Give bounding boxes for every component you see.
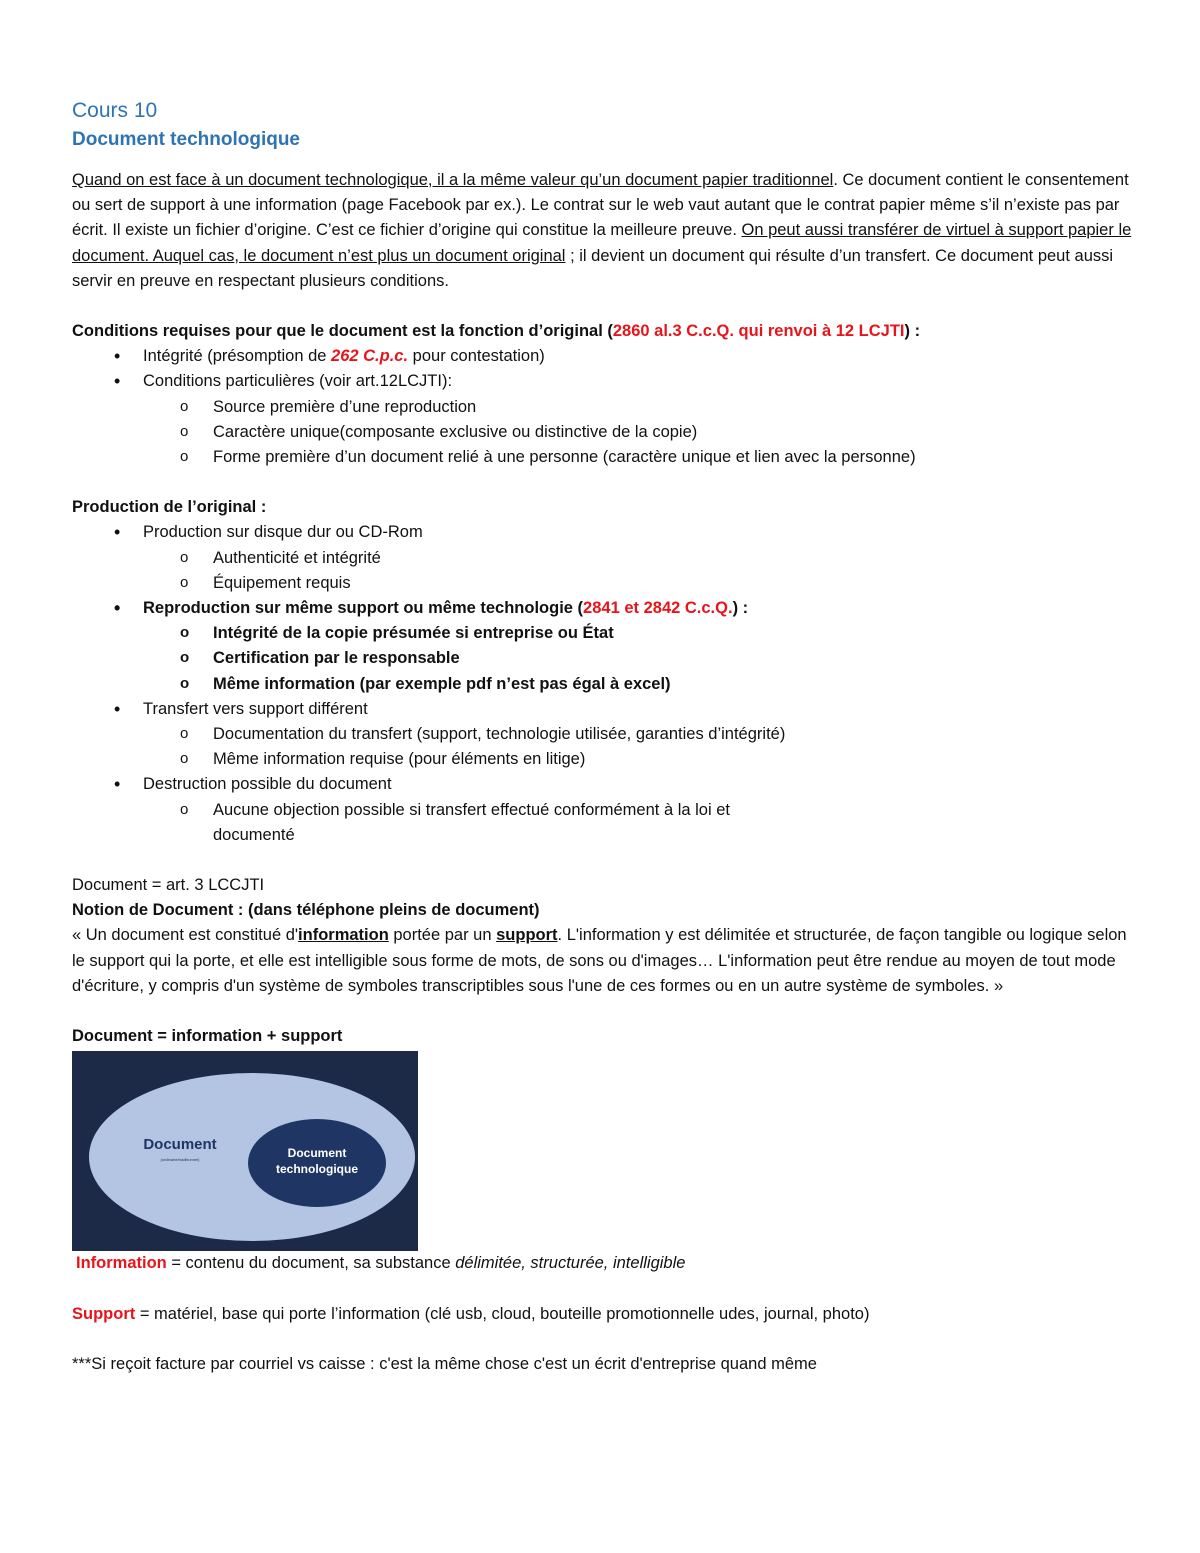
sub-list-item: o Source première d’une reproduction [72,395,1142,420]
definition-italic: délimitée, structurée, intelligible [455,1254,686,1273]
document-diagram [72,1051,418,1251]
sub-list-item-line: documenté [213,825,295,844]
support-term: Support [72,1304,136,1323]
sub-list-item: o Même information requise (pour éléments en litige) [72,747,1142,772]
list-item: • Conditions particulières (voir art.12LCJTI): [72,369,1142,394]
list-item: • Transfert vers support différent [72,697,1142,722]
sub-list-item: o Intégrité de la copie présumée si entreprise ou État [72,621,1142,646]
conditions-heading-ref: 2860 al.3 C.c.Q. qui renvoi à 12 LCJTI [612,322,905,341]
outer-label: Document [143,1136,217,1154]
list-item-text: pour contestation) [408,347,545,366]
intro-text-1: . Ce document contient le consentement ou sert de support à une information (page Facebook par ex.). Le contrat sur le web vaut autant que le contrat papier même s’il n’existe pas par écrit. Il existe un fichier d’origine. C’est ce fichier d’origine qui constitue la meilleure preuve. [72,171,1129,240]
notion-heading: Notion de Document : (dans téléphone pleins de document) [72,901,540,920]
equation-heading: Document = information + support [72,1027,343,1046]
sub-list-item: o Authenticité et intégrité [72,546,1142,571]
note-line: ***Si reçoit facture par courriel vs caisse : c'est la même chose c'est un écrit d'entreprise quand même [72,1354,817,1373]
information-definition [72,1251,1142,1276]
list-item [72,344,1142,369]
inner-label-line: Document [287,1146,347,1161]
production-heading: Production de l’original : [72,498,267,517]
list-item [72,596,1142,621]
quote-text: . L'information y est délimitée et structurée, de façon tangible ou logique selon le support qui la porte, et elle est intelligible sous forme de mots, de sons ou d'images… L'information peut être rendue au moyen de tout mode d'écriture, y compris d'un système de symboles transcriptibles sous l'une de ces formes ou en un autre système de symboles. » [72,926,1127,995]
legal-ref: 262 C.p.c. [331,347,409,366]
list-item: • Destruction possible du document [72,772,1142,797]
sub-list-item: o Forme première d’un document relié à une personne (caractère unique et lien avec la personne) [72,445,1142,470]
outer-sublabel: (ordinaire/traditionnel) [160,1157,200,1163]
document-body [72,96,1142,1377]
sub-list-item: o Caractère unique(composante exclusive ou distinctive de la copie) [72,420,1142,445]
conditions-heading-end: ) : [904,322,921,341]
quote-text: « Un document est constitué d' [72,926,299,945]
sub-list-item: o Documentation du transfert (support, technologie utilisée, garanties d’intégrité) [72,722,1142,747]
conditions-heading [72,319,1142,344]
conditions-heading-text: Conditions requises pour que le document est la fonction d’original ( [72,322,613,341]
sub-list-item: o Certification par le responsable [72,646,1142,671]
conditions-list [72,344,1142,470]
list-item: • Production sur disque dur ou CD-Rom [72,520,1142,545]
quote-information: information [298,926,389,945]
production-list [72,520,1142,848]
definition-text: = contenu du document, sa substance [166,1254,456,1273]
definition-text: = matériel, base qui porte l’information (clé usb, cloud, bouteille promotionnelle udes, journal, photo) [135,1304,870,1323]
list-item-text: Intégrité (présomption de [143,347,332,366]
legal-ref: 2841 et 2842 C.c.Q. [583,599,733,618]
information-term: Information [76,1254,167,1273]
sub-list-item: o Même information (par exemple pdf n’est pas égal à excel) [72,672,1142,697]
notion-quote [72,923,1142,999]
list-item-text: ) : [732,599,749,618]
intro-underlined-2: On peut aussi transférer de virtuel à support papier le document. Auquel cas, le document n’est plus un document original [72,221,1132,265]
sub-list-item [72,798,1142,848]
support-definition [72,1302,1142,1327]
quote-support: support [496,926,558,945]
quote-text: portée par un [388,926,497,945]
list-item-text: Reproduction sur même support ou même technologie ( [143,599,584,618]
sub-list-item: o Équipement requis [72,571,1142,596]
document-article: Document = art. 3 LCCJTI [72,876,265,895]
sub-list-item-line: Aucune objection possible si transfert effectué conformément à la loi et [213,800,730,819]
course-number: Cours 10 [72,99,158,122]
document-title: Document technologique [72,129,300,150]
inner-label [248,1145,386,1177]
intro-underlined-1: Quand on est face à un document technologique, il a la même valeur qu’un document papier traditionnel [72,171,834,189]
inner-label-line: technologique [276,1162,358,1177]
intro-paragraph [72,168,1142,294]
intro-text-2: ; il devient un document qui résulte d’un transfert. Ce document peut aussi servir en preuve en respectant plusieurs conditions. [72,246,1114,290]
